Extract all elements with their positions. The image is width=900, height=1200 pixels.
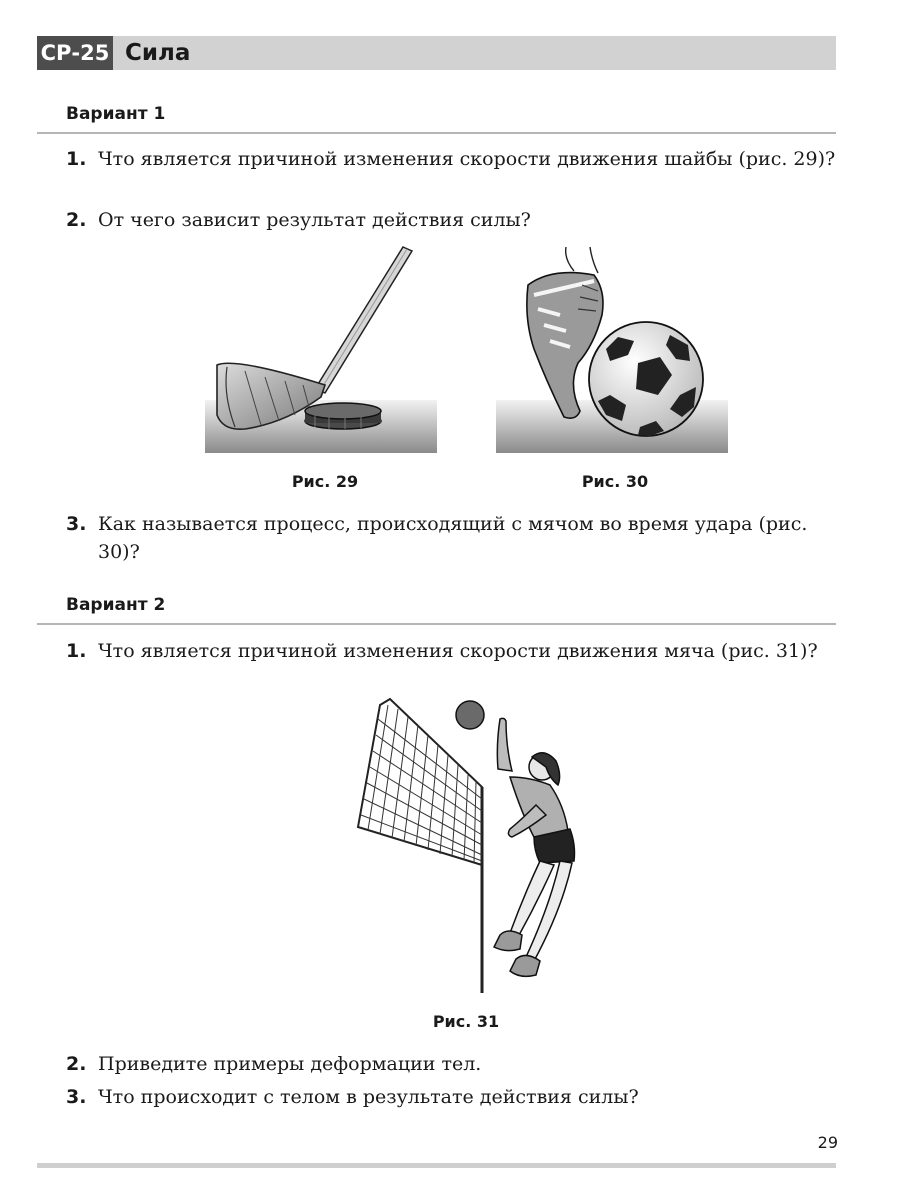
figure-29-caption: Рис. 29 [291,472,359,491]
question-text: Что является причиной изменения скорости движения мяча (рис. 31)? [98,640,818,662]
variant-1-rule [37,132,836,134]
v2-question-1 [66,637,846,665]
footer-rule [37,1163,836,1168]
section-title: Сила [125,40,191,66]
v2-question-3 [66,1083,846,1111]
figure-31-caption: Рис. 31 [432,1012,500,1031]
question-text: Что происходит с телом в результате действия силы? [98,1086,639,1108]
section-header [37,36,836,70]
v2-question-2 [66,1050,846,1078]
question-number: 3. [66,513,87,535]
question-number: 1. [66,148,87,170]
variant-1-title: Вариант 1 [66,104,166,124]
page-number: 29 [817,1133,838,1152]
question-number: 2. [66,209,87,231]
v1-question-3 [66,510,846,566]
hockey-stick-puck-icon [205,245,440,455]
section-code: СР-25 [37,36,113,70]
variant-2-rule [37,623,836,625]
figure-30-caption: Рис. 30 [581,472,649,491]
volleyball-player-net-icon [350,695,620,995]
v1-question-2 [66,206,846,234]
question-text: Приведите примеры деформации тел. [98,1053,482,1075]
variant-2-title: Вариант 2 [66,595,166,615]
question-text: Что является причиной изменения скорости движения шайбы (рис. 29)? [98,148,836,170]
question-text: Как называется процесс, происходящий с мячом во время удара (рис. 30)? [98,513,808,563]
question-number: 2. [66,1053,87,1075]
boot-kicking-ball-icon [494,245,729,455]
v1-question-1 [66,145,846,173]
question-number: 3. [66,1086,87,1108]
question-text: От чего зависит результат действия силы? [98,209,531,231]
question-number: 1. [66,640,87,662]
